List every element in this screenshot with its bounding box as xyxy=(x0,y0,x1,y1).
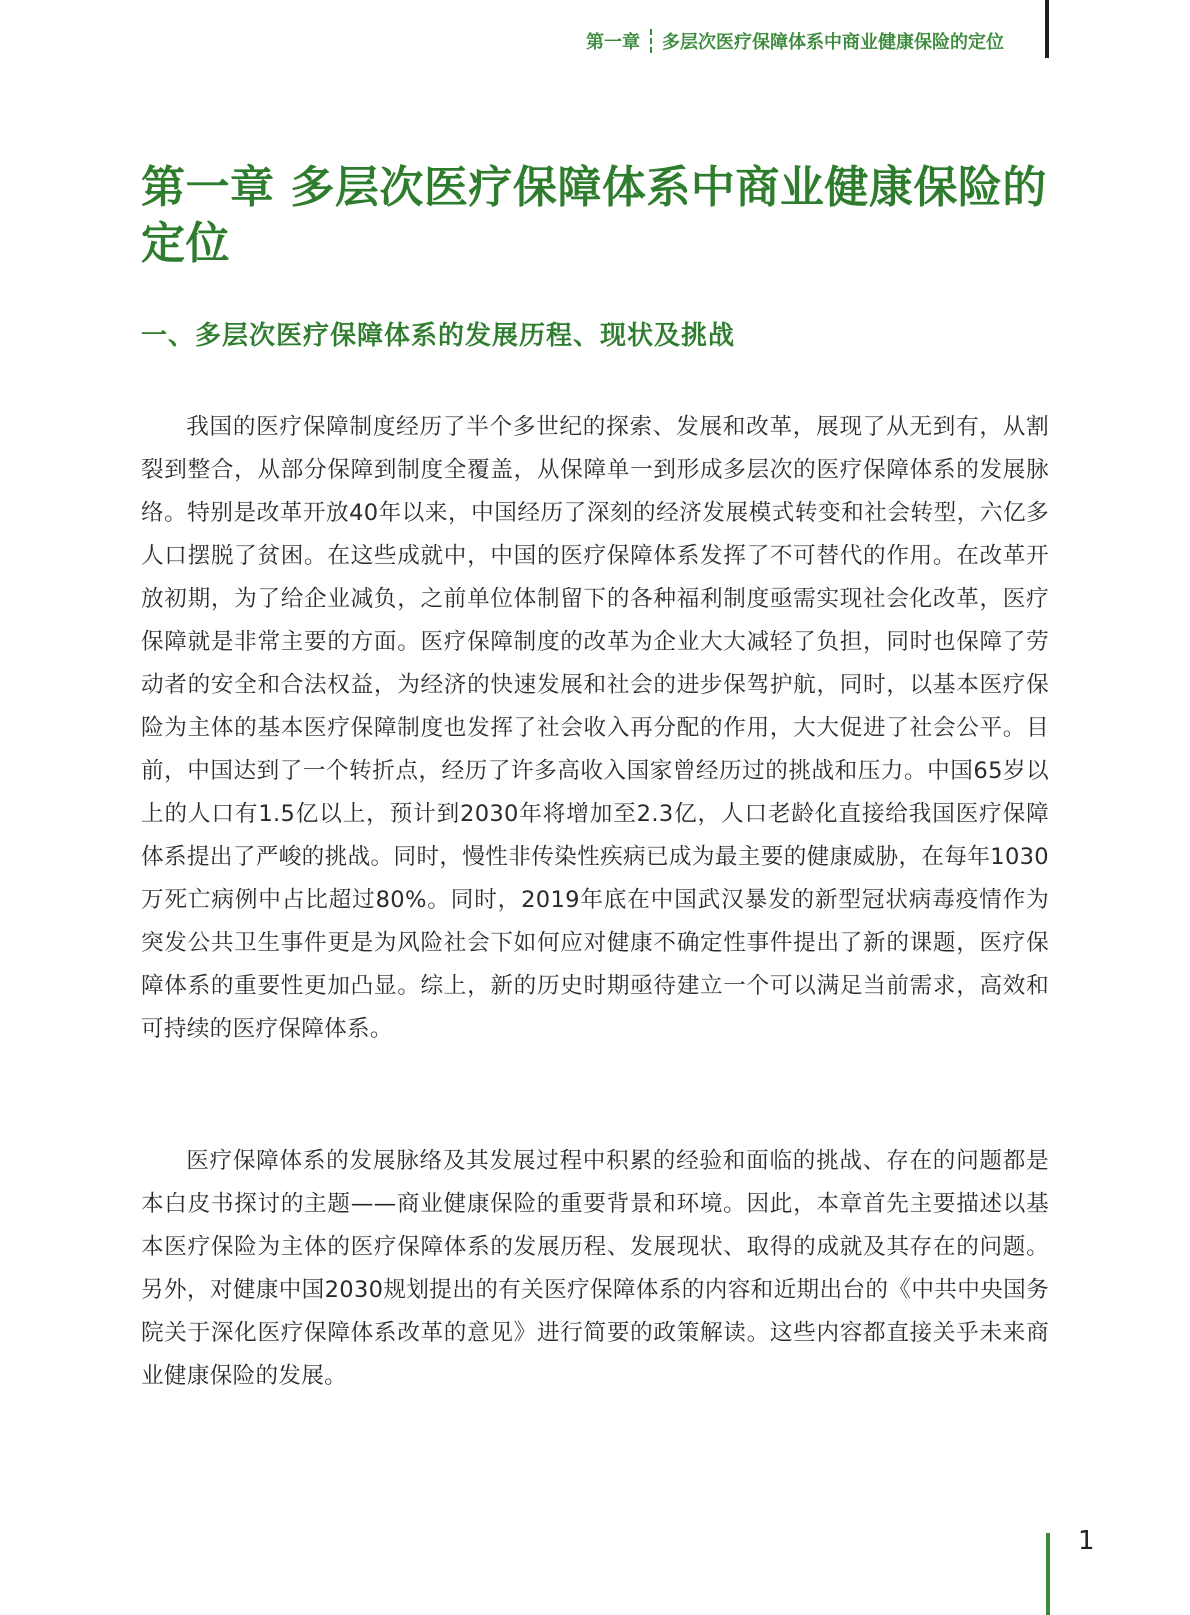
chapter-title: 第一章 多层次医疗保障体系中商业健康保险的定位 xyxy=(141,162,1047,269)
section-title: 一、多层次医疗保障体系的发展历程、现状及挑战 xyxy=(141,321,736,351)
header-rule xyxy=(1045,0,1049,58)
body-paragraph-2: 医疗保障体系的发展脉络及其发展过程中积累的经验和面临的挑战、存在的问题都是本白皮书探讨的主题——商业健康保险的重要背景和环境。因此，本章首先主要描述以基本医疗保险为主体的医疗保障体系的发展历程、发展现状、取得的成就及其存在的问题。另外，对健康中国2030规划提出的有关医疗保障体系的内容和近期出台的《中共中央国务院关于深化医疗保障体系改革的意见》进行简要的政策解读。这些内容都直接关乎未来商业健康保险的发展。 xyxy=(141,1148,1049,1389)
running-header xyxy=(586,28,1004,54)
page-number-rule xyxy=(1046,1533,1050,1615)
running-header-separator xyxy=(650,29,652,53)
page-number: 1 xyxy=(1078,1526,1095,1556)
running-header-title: 多层次医疗保障体系中商业健康保险的定位 xyxy=(662,32,1004,53)
body-paragraph-1: 我国的医疗保障制度经历了半个多世纪的探索、发展和改革，展现了从无到有，从割裂到整合，从部分保障到制度全覆盖，从保障单一到形成多层次的医疗保障体系的发展脉络。特别是改革开放40年以来，中国经历了深刻的经济发展模式转变和社会转型，六亿多人口摆脱了贫困。在这些成就中，中国的医疗保障体系发挥了不可替代的作用。在改革开放初期，为了给企业减负，之前单位体制留下的各种福利制度亟需实现社会化改革，医疗保障就是非常主要的方面。医疗保障制度的改革为企业大大减轻了负担，同时也保障了劳动者的安全和合法权益，为经济的快速发展和社会的进步保驾护航，同时，以基本医疗保险为主体的基本医疗保障制度也发挥了社会收入再分配的作用，大大促进了社会公平。目前，中国达到了一个转折点，经历了许多高收入国家曾经历过的挑战和压力。中国65岁以上的人口有1.5亿以上，预计到2030年将增加至2.3亿，人口老龄化直接给我国医疗保障体系提出了严峻的挑战。同时，慢性非传染性疾病已成为最主要的健康威胁，在每年1030万死亡病例中占比超过80%。同时，2019年底在中国武汉暴发的新型冠状病毒疫情作为突发公共卫生事件更是为风险社会下如何应对健康不确定性事件提出了新的课题，医疗保障体系的重要性更加凸显。综上，新的历史时期亟待建立一个可以满足当前需求，高效和可持续的医疗保障体系。 xyxy=(141,414,1049,1042)
running-header-chapter: 第一章 xyxy=(586,32,640,53)
